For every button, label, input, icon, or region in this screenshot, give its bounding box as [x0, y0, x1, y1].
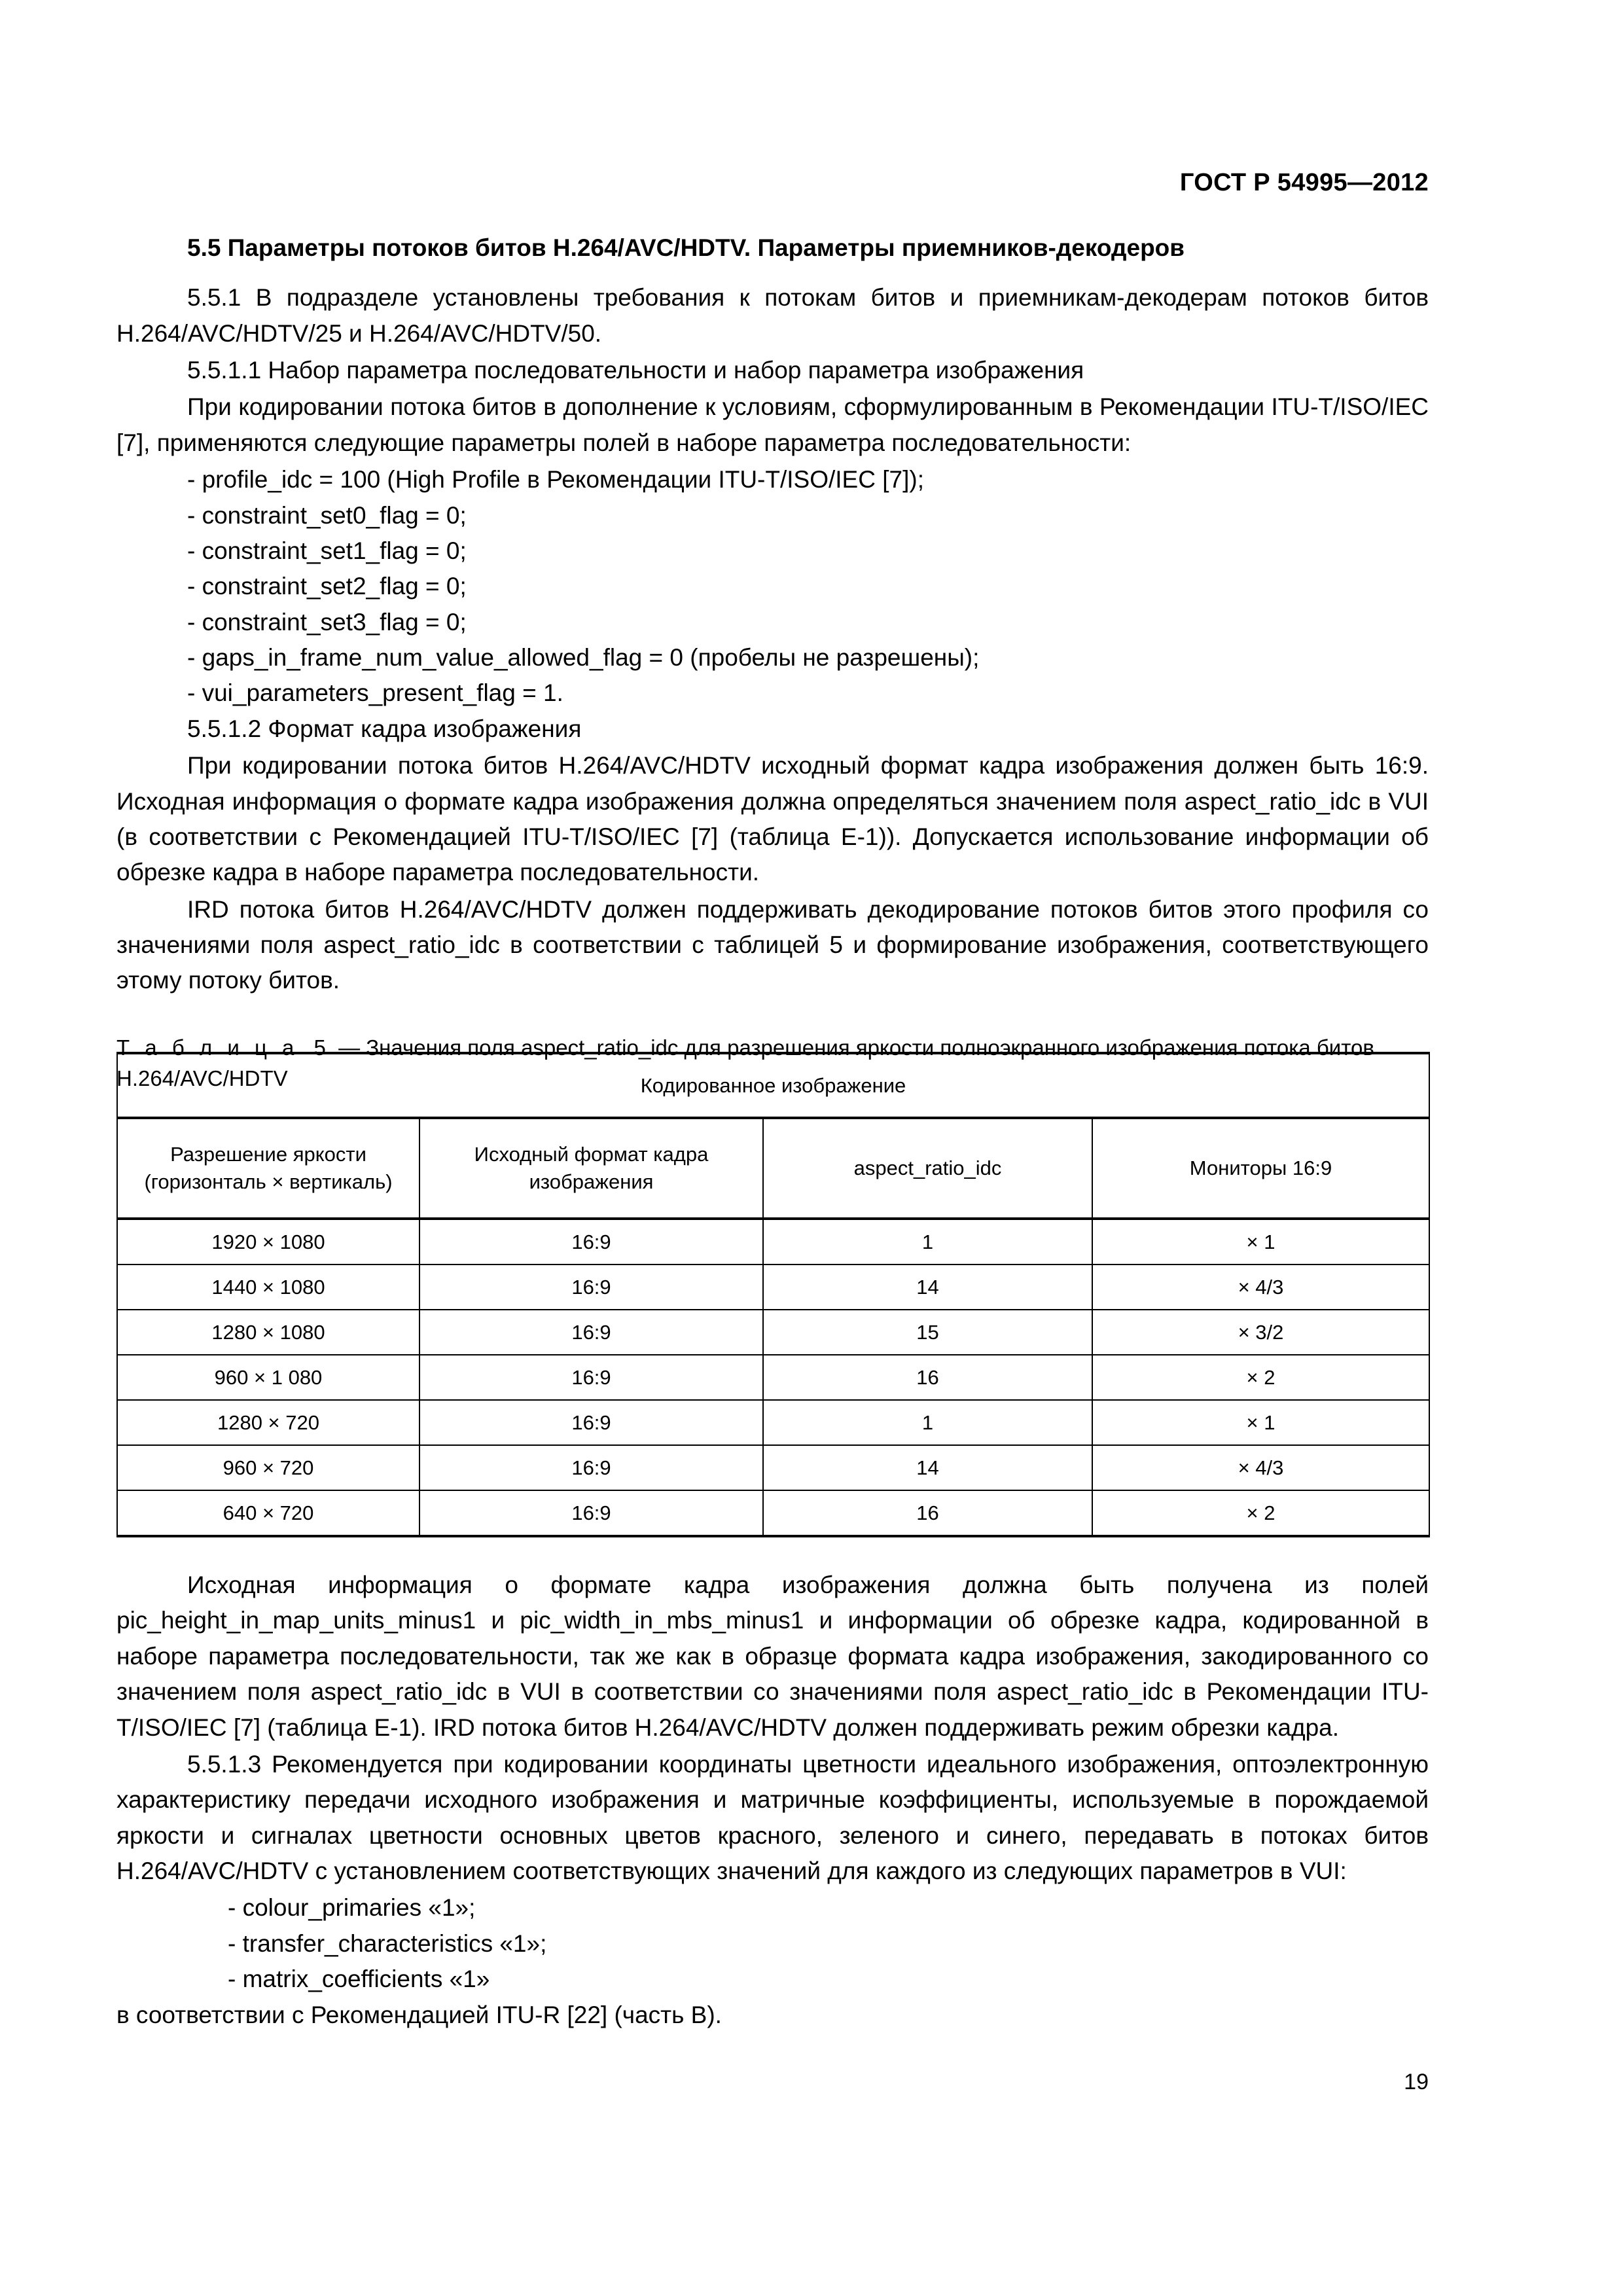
cell-frame-format: 16:9	[419, 1400, 763, 1445]
cell-resolution: 1920 × 1080	[117, 1219, 419, 1265]
cell-resolution: 1280 × 1080	[117, 1310, 419, 1355]
table-row	[117, 1490, 1429, 1536]
body-text-upper	[116, 232, 1429, 1094]
table-row	[117, 1310, 1429, 1355]
cell-resolution: 1440 × 1080	[117, 1265, 419, 1310]
table-row	[117, 1445, 1429, 1490]
table-column-header-row	[117, 1118, 1429, 1219]
running-header-standard-id: ГОСТ Р 54995—2012	[1179, 169, 1429, 196]
vui-parameter-list	[116, 1890, 1429, 1997]
subsection-heading-5-5-1-1: 5.5.1.1 Набор параметра последовательности и набор параметра изображения	[187, 357, 1084, 384]
cell-monitors: × 2	[1092, 1490, 1429, 1536]
cell-aspect-ratio-idc: 15	[763, 1310, 1092, 1355]
table-caption-number: 5	[313, 1035, 326, 1060]
cell-aspect-ratio-idc: 1	[763, 1400, 1092, 1445]
cell-monitors: × 1	[1092, 1400, 1429, 1445]
section-heading-5-5: 5.5 Параметры потоков битов H.264/AVC/HDTV. Параметры приемников-декодеров	[187, 234, 1185, 261]
cell-aspect-ratio-idc: 14	[763, 1265, 1092, 1310]
table-caption-label: Т а б л и ц а	[116, 1035, 299, 1060]
list-item: - constraint_set2_flag = 0;	[187, 573, 467, 600]
list-item: - profile_idc = 100 (High Profile в Рекомендации ITU-T/ISO/IEC [7]);	[187, 466, 924, 493]
table-group-header-row	[117, 1053, 1429, 1118]
paragraph-5-5-1: 5.5.1 В подразделе установлены требования к потокам битов и приемникам-декодерам потоков битов H.264/AVC/HDTV/25 и H.264/AVC/HDTV/50.	[116, 284, 1429, 347]
cell-aspect-ratio-idc: 16	[763, 1355, 1092, 1400]
table-header-resolution	[117, 1118, 419, 1219]
body-text-lower	[116, 1568, 1429, 2034]
cell-frame-format: 16:9	[419, 1265, 763, 1310]
table-row	[117, 1265, 1429, 1310]
table-header-frame-format-line1: Исходный формат кадра	[474, 1143, 709, 1166]
cell-monitors: × 3/2	[1092, 1310, 1429, 1355]
page-number: 19	[1404, 2070, 1429, 2094]
list-item: - transfer_characteristics «1»;	[228, 1929, 547, 1957]
cell-monitors: × 4/3	[1092, 1265, 1429, 1310]
table-group-header-cell: Кодированное изображение	[117, 1053, 1429, 1118]
sps-parameter-list	[116, 462, 1429, 711]
paragraph-5-5-1-2-b: IRD потока битов H.264/AVC/HDTV должен поддерживать декодирование потоков битов этого профиля со значениями поля aspect_ratio_idc в соответствии с таблицей 5 и формирование изображения, соответствующего этому потоку битов.	[116, 895, 1429, 994]
cell-frame-format: 16:9	[419, 1355, 763, 1400]
cell-aspect-ratio-idc: 1	[763, 1219, 1092, 1265]
list-item: - colour_primaries «1»;	[228, 1894, 476, 1922]
table-caption-text: — Значения поля aspect_ratio_idc для разрешения яркости полноэкранного изображения потока битов H.264/AVC/HDTV	[116, 1035, 1374, 1090]
cell-frame-format: 16:9	[419, 1490, 763, 1536]
cell-monitors: × 4/3	[1092, 1445, 1429, 1490]
table-header-frame-format	[419, 1118, 763, 1219]
table-aspect-ratio-idc	[116, 1052, 1430, 1537]
table-row	[117, 1400, 1429, 1445]
cell-resolution: 960 × 1 080	[117, 1355, 419, 1400]
list-item: - constraint_set1_flag = 0;	[187, 537, 467, 564]
list-item: - gaps_in_frame_num_value_allowed_flag = 0 (пробелы не разрешены);	[187, 644, 980, 672]
cell-aspect-ratio-idc: 16	[763, 1490, 1092, 1536]
table-row	[117, 1219, 1429, 1265]
paragraph-5-5-1-2-a: При кодировании потока битов H.264/AVC/HDTV исходный формат кадра изображения должен быть 16:9. Исходная информация о формате кадра изображения должна определяться значением поля aspect_ratio_idc в VUI (в соответствии с Рекомендацией ITU-T/ISO/IEC [7] (таблица Е-1)). Допускается использование информации об обрезке кадра в наборе параметра последовательности.	[116, 752, 1429, 886]
list-item: - constraint_set3_flag = 0;	[187, 608, 467, 636]
paragraph-after-table: Исходная информация о формате кадра изображения должна быть получена из полей pic_height_in_map_units_minus1 и pic_width_in_mbs_minus1 и информации об обрезке кадра, кодированной в наборе параметра последовательности, так же как в образце формата кадра изображения, закодированного со значением поля aspect_ratio_idc в VUI в соответствии со значениями поля aspect_ratio_idc в Рекомендации ITU-T/ISO/IEC [7] (таблица Е-1). IRD потока битов H.264/AVC/HDTV должен поддерживать режим обрезки кадра.	[116, 1571, 1429, 1741]
cell-aspect-ratio-idc: 14	[763, 1445, 1092, 1490]
cell-frame-format: 16:9	[419, 1310, 763, 1355]
table-header-resolution-line2: (горизонталь × вертикаль)	[144, 1170, 393, 1193]
subsection-heading-5-5-1-2: 5.5.1.2 Формат кадра изображения	[187, 715, 582, 742]
cell-resolution: 1280 × 720	[117, 1400, 419, 1445]
cell-frame-format: 16:9	[419, 1219, 763, 1265]
cell-resolution: 640 × 720	[117, 1490, 419, 1536]
paragraph-5-5-1-3: 5.5.1.3 Рекомендуется при кодировании координаты цветности идеального изображения, оптоэлектронную характеристику передачи исходного изображения и матричные коэффициенты, используемые в порождаемой яркости и сигналах цветности основных цветов красного, зеленого и синего, передавать в потоках битов H.264/AVC/HDTV с установлением соответствующих значений для каждого из следующих параметров в VUI:	[116, 1750, 1429, 1884]
table-row	[117, 1355, 1429, 1400]
list-item: - matrix_coefficients «1»	[228, 1965, 490, 1993]
cell-monitors: × 2	[1092, 1355, 1429, 1400]
cell-monitors: × 1	[1092, 1219, 1429, 1265]
cell-resolution: 960 × 720	[117, 1445, 419, 1490]
table-header-frame-format-line2: изображения	[529, 1170, 654, 1193]
table-header-aspect-ratio-idc: aspect_ratio_idc	[763, 1118, 1092, 1219]
paragraph-5-5-1-1-intro: При кодировании потока битов в дополнение к условиям, сформулированным в Рекомендации ITU-T/ISO/IEC [7], применяются следующие параметры полей в наборе параметра последовательности:	[116, 393, 1429, 456]
table-header-monitors: Мониторы 16:9	[1092, 1118, 1429, 1219]
list-item: - constraint_set0_flag = 0;	[187, 501, 467, 529]
cell-frame-format: 16:9	[419, 1445, 763, 1490]
list-item: - vui_parameters_present_flag = 1.	[187, 679, 563, 707]
table-header-resolution-line1: Разрешение яркости	[170, 1143, 366, 1166]
paragraph-closing: в соответствии с Рекомендацией ITU-R [22] (часть В).	[116, 2001, 722, 2028]
